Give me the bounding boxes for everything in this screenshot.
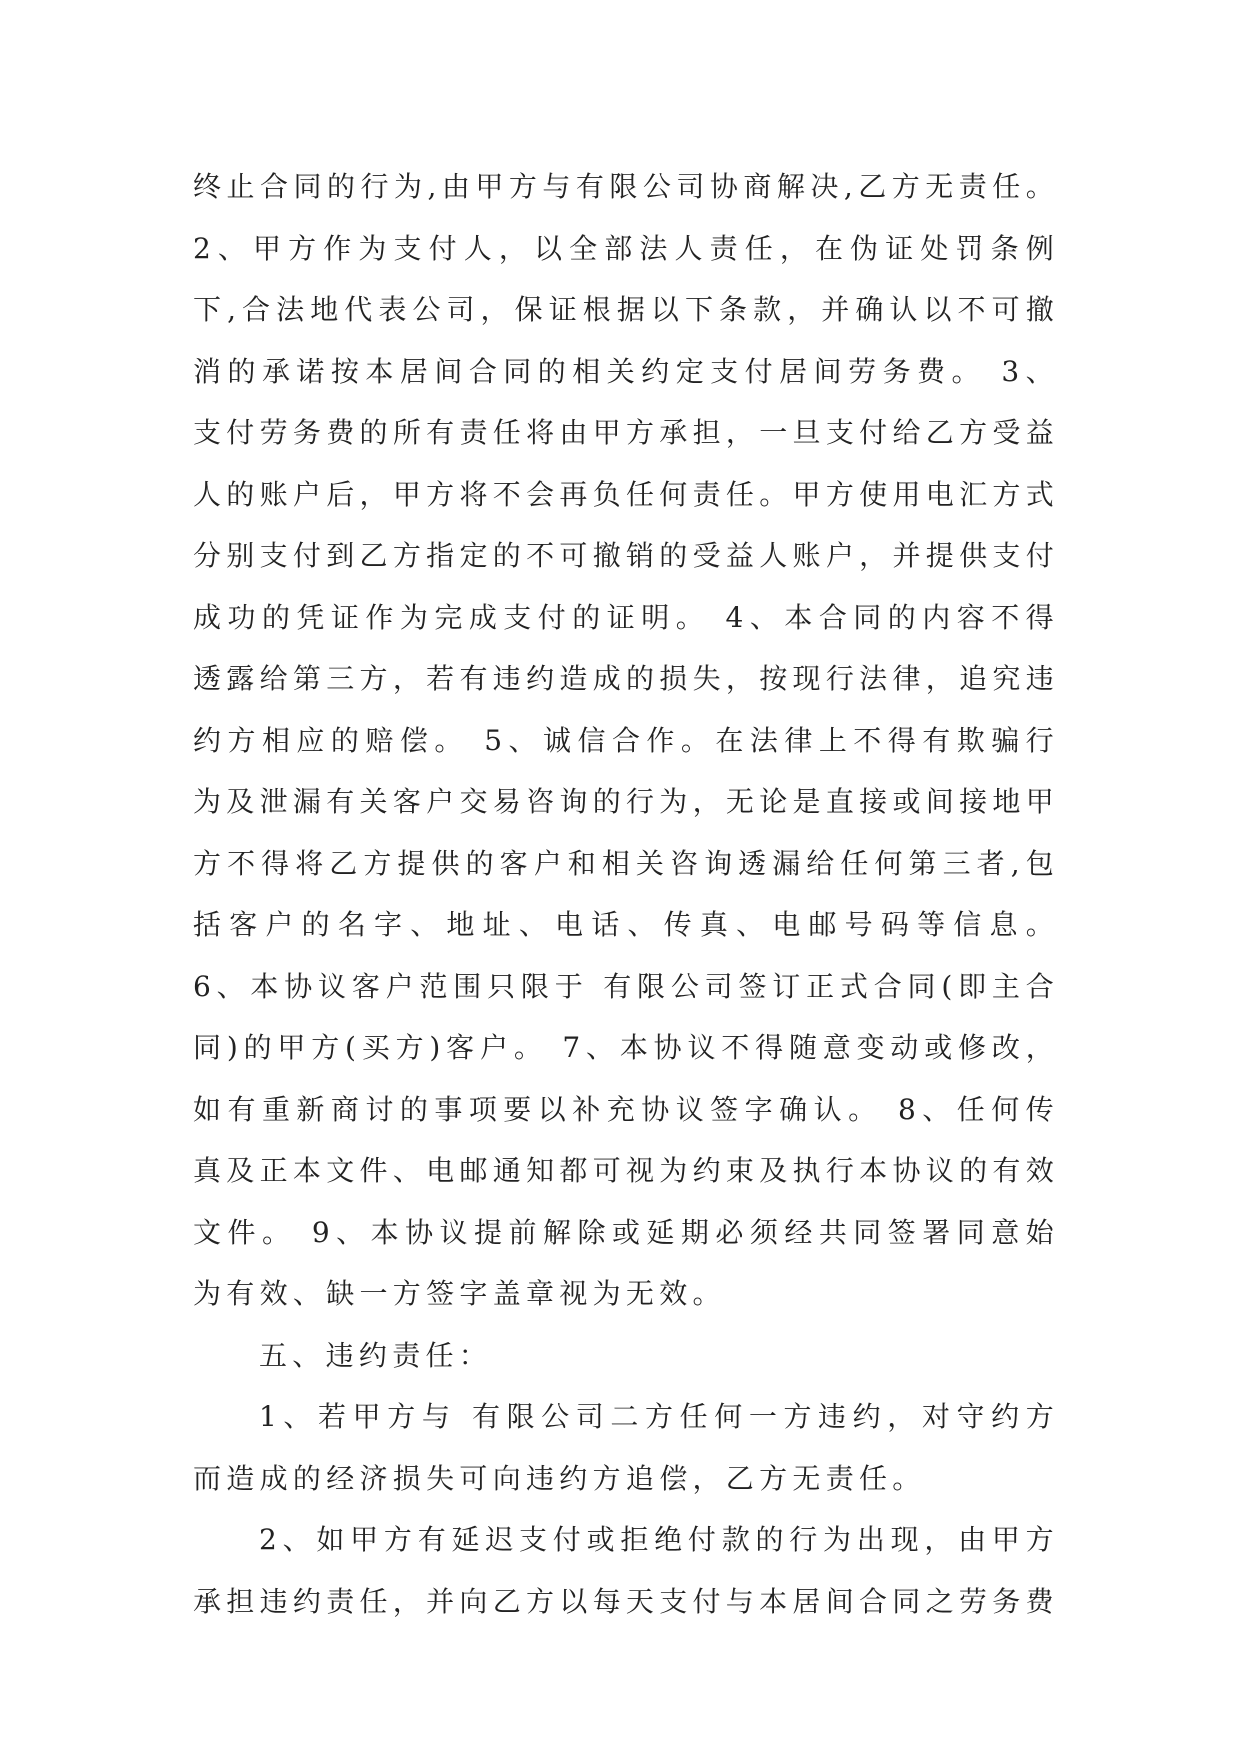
breach-clause-2: 2、如甲方有延迟支付或拒绝付款的行为出现，由甲方承担违约责任，并向乙方以每天支付与本居间合同之劳务费 <box>193 1523 1059 1618</box>
breach-clause-1: 1、若甲方与 有限公司二方任何一方违约，对守约方而造成的经济损失可向违约方追偿，乙方无责任。 <box>193 1400 1059 1495</box>
document-body <box>193 156 1059 1632</box>
contract-terms-paragraph: 终止合同的行为,由甲方与有限公司协商解决,乙方无责任。2、甲方作为支付人，以全部法人责任，在伪证处罚条例下,合法地代表公司，保证根据以下条款，并确认以不可撤消的承诺按本居间合同的相关约定支付居间劳务费。 3、支付劳务费的所有责任将由甲方承担，一旦支付给乙方受益人的账户后，甲方将不会再负任何责任。甲方使用电汇方式分别支付到乙方指定的不可撤销的受益人账户，并提供支付成功的凭证作为完成支付的证明。 4、本合同的内容不得透露给第三方，若有违约造成的损失，按现行法律，追究违约方相应的赔偿。 5、诚信合作。在法律上不得有欺骗行为及泄漏有关客户交易咨询的行为，无论是直接或间接地甲方不得将乙方提供的客户和相关咨询透漏给任何第三者,包括客户的名字、地址、电话、传真、电邮号码等信息。 6、本协议客户范围只限于 有限公司签订正式合同(即主合同)的甲方(买方)客户。 7、本协议不得随意变动或修改，如有重新商讨的事项要以补充协议签字确认。 8、任何传真及正本文件、电邮通知都可视为约束及执行本协议的有效文件。 9、本协议提前解除或延期必须经共同签署同意始为有效、缺一方签字盖章视为无效。 <box>193 170 1059 1310</box>
section-heading-breach-liability: 五、违约责任： <box>259 1338 493 1372</box>
